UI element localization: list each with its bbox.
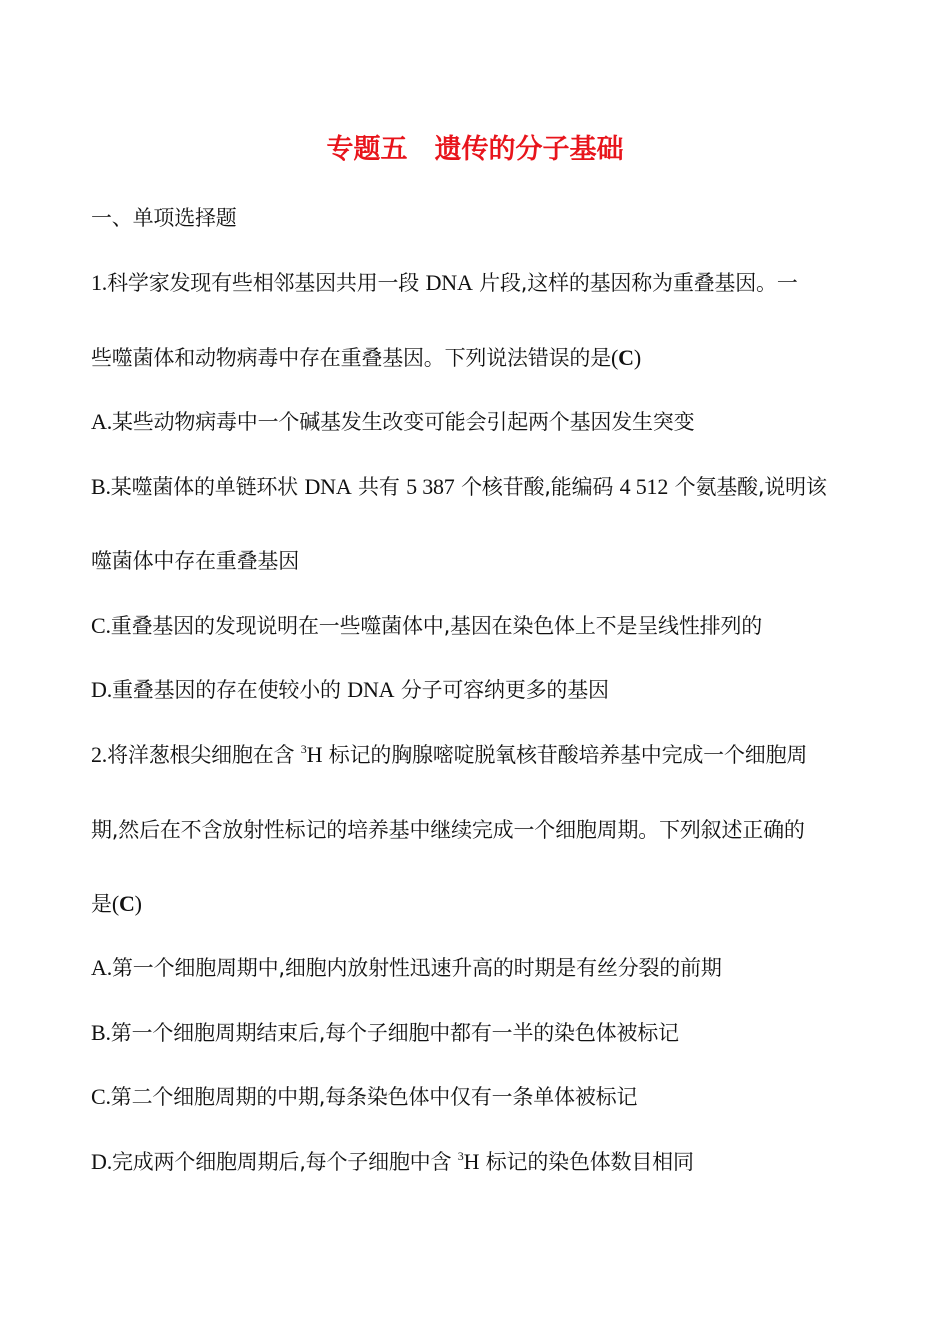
q2-option-c-text: 第二个细胞周期的中期,每条染色体中仅有一条单体被标记 <box>110 1085 638 1109</box>
q1-stem-text-b: 片段,这样的基因称为重叠基因。一 <box>472 271 798 295</box>
q2-option-d-label: D. <box>91 1149 112 1174</box>
q1-stem-dna: DNA <box>425 270 473 295</box>
q1-option-b-num-1: 5 387 <box>406 474 455 499</box>
q1-option-d-label: D. <box>91 677 112 702</box>
q1-stem-text-2: 些噬菌体和动物病毒中存在重叠基因。下列说法错误的是 <box>91 346 611 370</box>
q1-option-c <box>91 610 866 642</box>
q1-option-d-dna: DNA <box>347 677 395 702</box>
q1-option-b-text-4: 个氨基酸,说明该 <box>668 475 827 499</box>
q2-option-d-superscript: 3 <box>457 1149 464 1163</box>
q2-option-c-label: C. <box>91 1084 111 1109</box>
q1-option-d-text-2: 分子可容纳更多的基因 <box>394 678 609 702</box>
q2-stem-text-3: 是 <box>91 892 112 916</box>
q2-option-d-text-2: 标记的染色体数目相同 <box>479 1150 694 1174</box>
q1-option-a-text: 某些动物病毒中一个碱基发生改变可能会引起两个基因发生突变 <box>112 410 695 434</box>
q2-option-a-text: 第一个细胞周期中,细胞内放射性迅速升高的时期是有丝分裂的前期 <box>112 956 722 980</box>
q2-option-b-label: B. <box>91 1020 111 1045</box>
q1-option-c-label: C. <box>91 613 111 638</box>
q2-option-d <box>91 1146 866 1178</box>
q2-answer: C <box>118 891 135 916</box>
q2-stem-superscript: 3 <box>300 742 307 756</box>
q2-option-a-label: A. <box>91 955 112 980</box>
q2-number: 2. <box>91 742 108 767</box>
q1-stem-line-1 <box>91 267 866 299</box>
q2-answer-close: ) <box>134 891 142 916</box>
q1-option-b-label: B. <box>91 474 111 499</box>
q2-stem-line-3 <box>91 888 866 920</box>
q2-answer-open: ( <box>111 891 119 916</box>
q1-option-b-text-3: 个核苷酸,能编码 <box>454 475 620 499</box>
q1-option-b-num-2: 4 512 <box>619 474 669 499</box>
q1-option-d-text-1: 重叠基因的存在使较小的 <box>112 678 348 702</box>
q2-option-b-text: 第一个细胞周期结束后,每个子细胞中都有一半的染色体被标记 <box>110 1021 679 1045</box>
q2-option-a <box>91 952 866 984</box>
q2-stem-line-1 <box>91 739 866 771</box>
q1-option-a <box>91 406 866 438</box>
q1-answer-open: ( <box>611 345 619 370</box>
q2-stem-line-2: 期,然后在不含放射性标记的培养基中继续完成一个细胞周期。下列叙述正确的 <box>91 818 805 842</box>
q2-stem-text-a: 将洋葱根尖细胞在含 <box>107 743 301 767</box>
q1-stem-line-2 <box>91 342 866 374</box>
q1-option-b-line-2: 噬菌体中存在重叠基因 <box>91 549 299 573</box>
page-title: 专题五 遗传的分子基础 <box>326 134 624 165</box>
q2-option-d-h: H <box>463 1149 480 1174</box>
q1-answer: C <box>618 345 634 370</box>
q2-option-b <box>91 1017 866 1049</box>
q1-option-b-text-1: 某噬菌体的单链环状 <box>110 475 305 499</box>
q1-option-b-line-1 <box>91 471 866 503</box>
q1-option-b-dna: DNA <box>304 474 352 499</box>
q1-option-a-label: A. <box>91 409 112 434</box>
q2-stem-h: H <box>306 742 323 767</box>
section-heading: 一、单项选择题 <box>91 206 237 230</box>
q1-option-b-text-2: 共有 <box>351 475 407 499</box>
q2-option-c <box>91 1081 866 1113</box>
q1-number: 1. <box>91 270 108 295</box>
q1-answer-close: ) <box>633 345 641 370</box>
q1-option-c-text: 重叠基因的发现说明在一些噬菌体中,基因在染色体上不是呈线性排列的 <box>110 614 763 638</box>
q2-option-d-text-1: 完成两个细胞周期后,每个子细胞中含 <box>112 1150 458 1174</box>
q1-stem-text-a: 科学家发现有些相邻基因共用一段 <box>107 271 426 295</box>
q1-option-d <box>91 674 866 706</box>
q2-stem-text-b: 标记的胸腺嘧啶脱氧核苷酸培养基中完成一个细胞周 <box>322 743 808 767</box>
